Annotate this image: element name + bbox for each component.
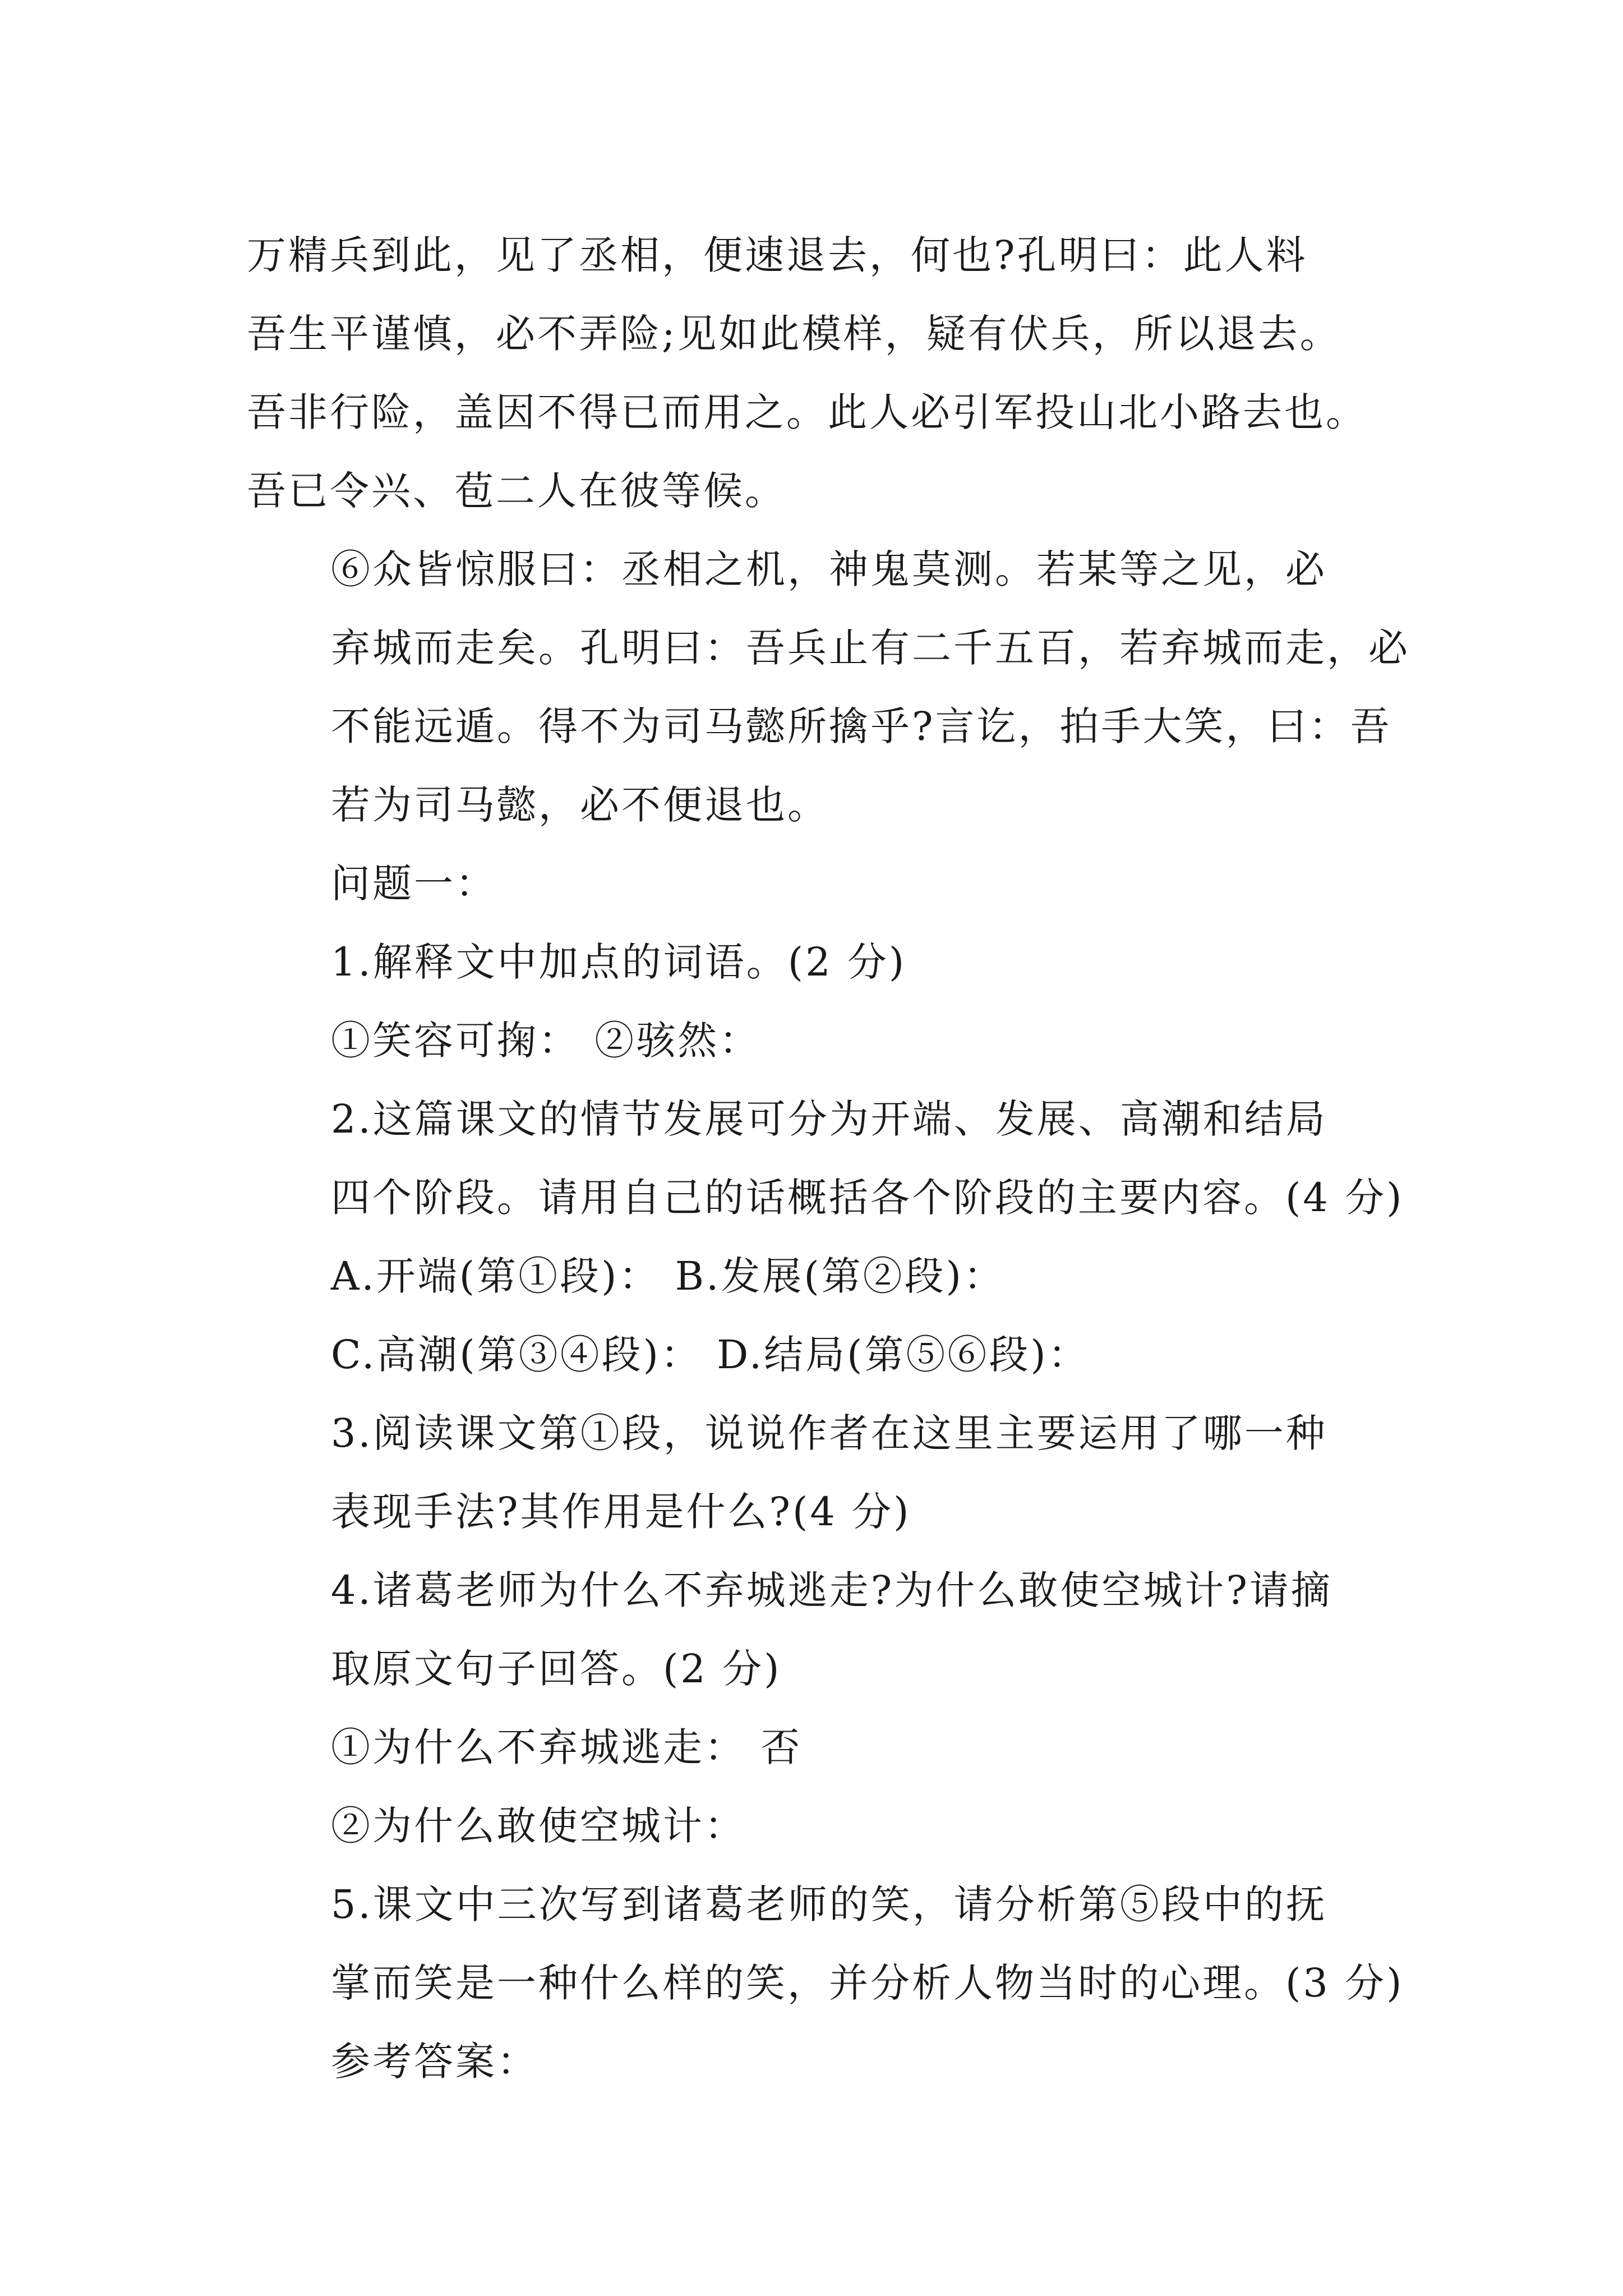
text-line: 4.诸葛老师为什么不弃城逃走?为什么敢使空城计?请摘	[331, 1567, 1332, 1613]
paragraph-q2	[247, 1080, 1404, 1237]
text-line: C.高潮(第③④段)： D.结局(第⑤⑥段)：	[331, 1332, 1090, 1378]
text-line: ⑥众皆惊服曰：丞相之机，神鬼莫测。若某等之见，必	[331, 546, 1327, 592]
text-line: 5.课文中三次写到诸葛老师的笑，请分析第⑤段中的抚	[331, 1881, 1327, 1927]
text-line: ②为什么敢使空城计：	[331, 1803, 746, 1849]
text-line: 表现手法?其作用是什么?(4 分)	[331, 1489, 911, 1535]
text-line: A.开端(第①段)： B.发展(第②段)：	[331, 1253, 1005, 1299]
paragraph-q1-items	[247, 1001, 1391, 1080]
paragraph-questions-heading	[247, 844, 1391, 923]
text-line: 不能远遁。得不为司马懿所擒乎?言讫，拍手大笑，曰：吾	[331, 703, 1392, 749]
text-line: 掌而笑是一种什么样的笑，并分析人物当时的心理。(3 分)	[331, 1960, 1404, 2006]
paragraph-q4	[247, 1551, 1391, 1708]
document-body	[247, 216, 1410, 2101]
text-line: 取原文句子回答。(2 分)	[331, 1646, 782, 1692]
text-line: 弃城而走矣。孔明曰：吾兵止有二千五百，若弃城而走，必	[331, 625, 1410, 671]
paragraph-answers-heading	[247, 2022, 1391, 2101]
text-line: 3.阅读课文第①段，说说作者在这里主要运用了哪一种	[331, 1410, 1327, 1456]
text-line: 1.解释文中加点的词语。(2 分)	[331, 939, 907, 985]
text-line: 参考答案：	[331, 2039, 538, 2085]
paragraph-q2-items-ab	[247, 1237, 1391, 1315]
text-line: 若为司马懿，必不便退也。	[331, 782, 829, 828]
text-line: ①为什么不弃城逃走： 否	[331, 1724, 803, 1770]
text-line: 万精兵到此，见了丞相，便速退去，何也?孔明曰：此人料	[247, 232, 1308, 278]
text-line: 四个阶段。请用自己的话概括各个阶段的主要内容。(4 分)	[331, 1175, 1404, 1221]
text-line: 问题一：	[331, 861, 497, 907]
paragraph-passage-para-6	[247, 530, 1410, 844]
paragraph-q5	[247, 1865, 1404, 2022]
text-line: ①笑容可掬： ②骇然：	[331, 1018, 761, 1064]
paragraph-q3	[247, 1394, 1391, 1551]
text-line: 2.这篇课文的情节发展可分为开端、发展、高潮和结局	[331, 1096, 1327, 1142]
paragraph-q2-items-cd	[247, 1315, 1391, 1394]
text-line: 吾已令兴、苞二人在彼等候。	[247, 468, 786, 514]
paragraph-q4-item-2	[247, 1787, 1391, 1865]
paragraph-q4-item-1	[247, 1708, 1391, 1787]
paragraph-q1	[247, 923, 1391, 1001]
text-line: 吾非行险，盖因不得已而用之。此人必引军投山北小路去也。	[247, 389, 1367, 435]
text-line: 吾生平谨慎，必不弄险;见如此模样，疑有伏兵，所以退去。	[247, 311, 1341, 357]
paragraph-passage-continued	[247, 216, 1391, 530]
